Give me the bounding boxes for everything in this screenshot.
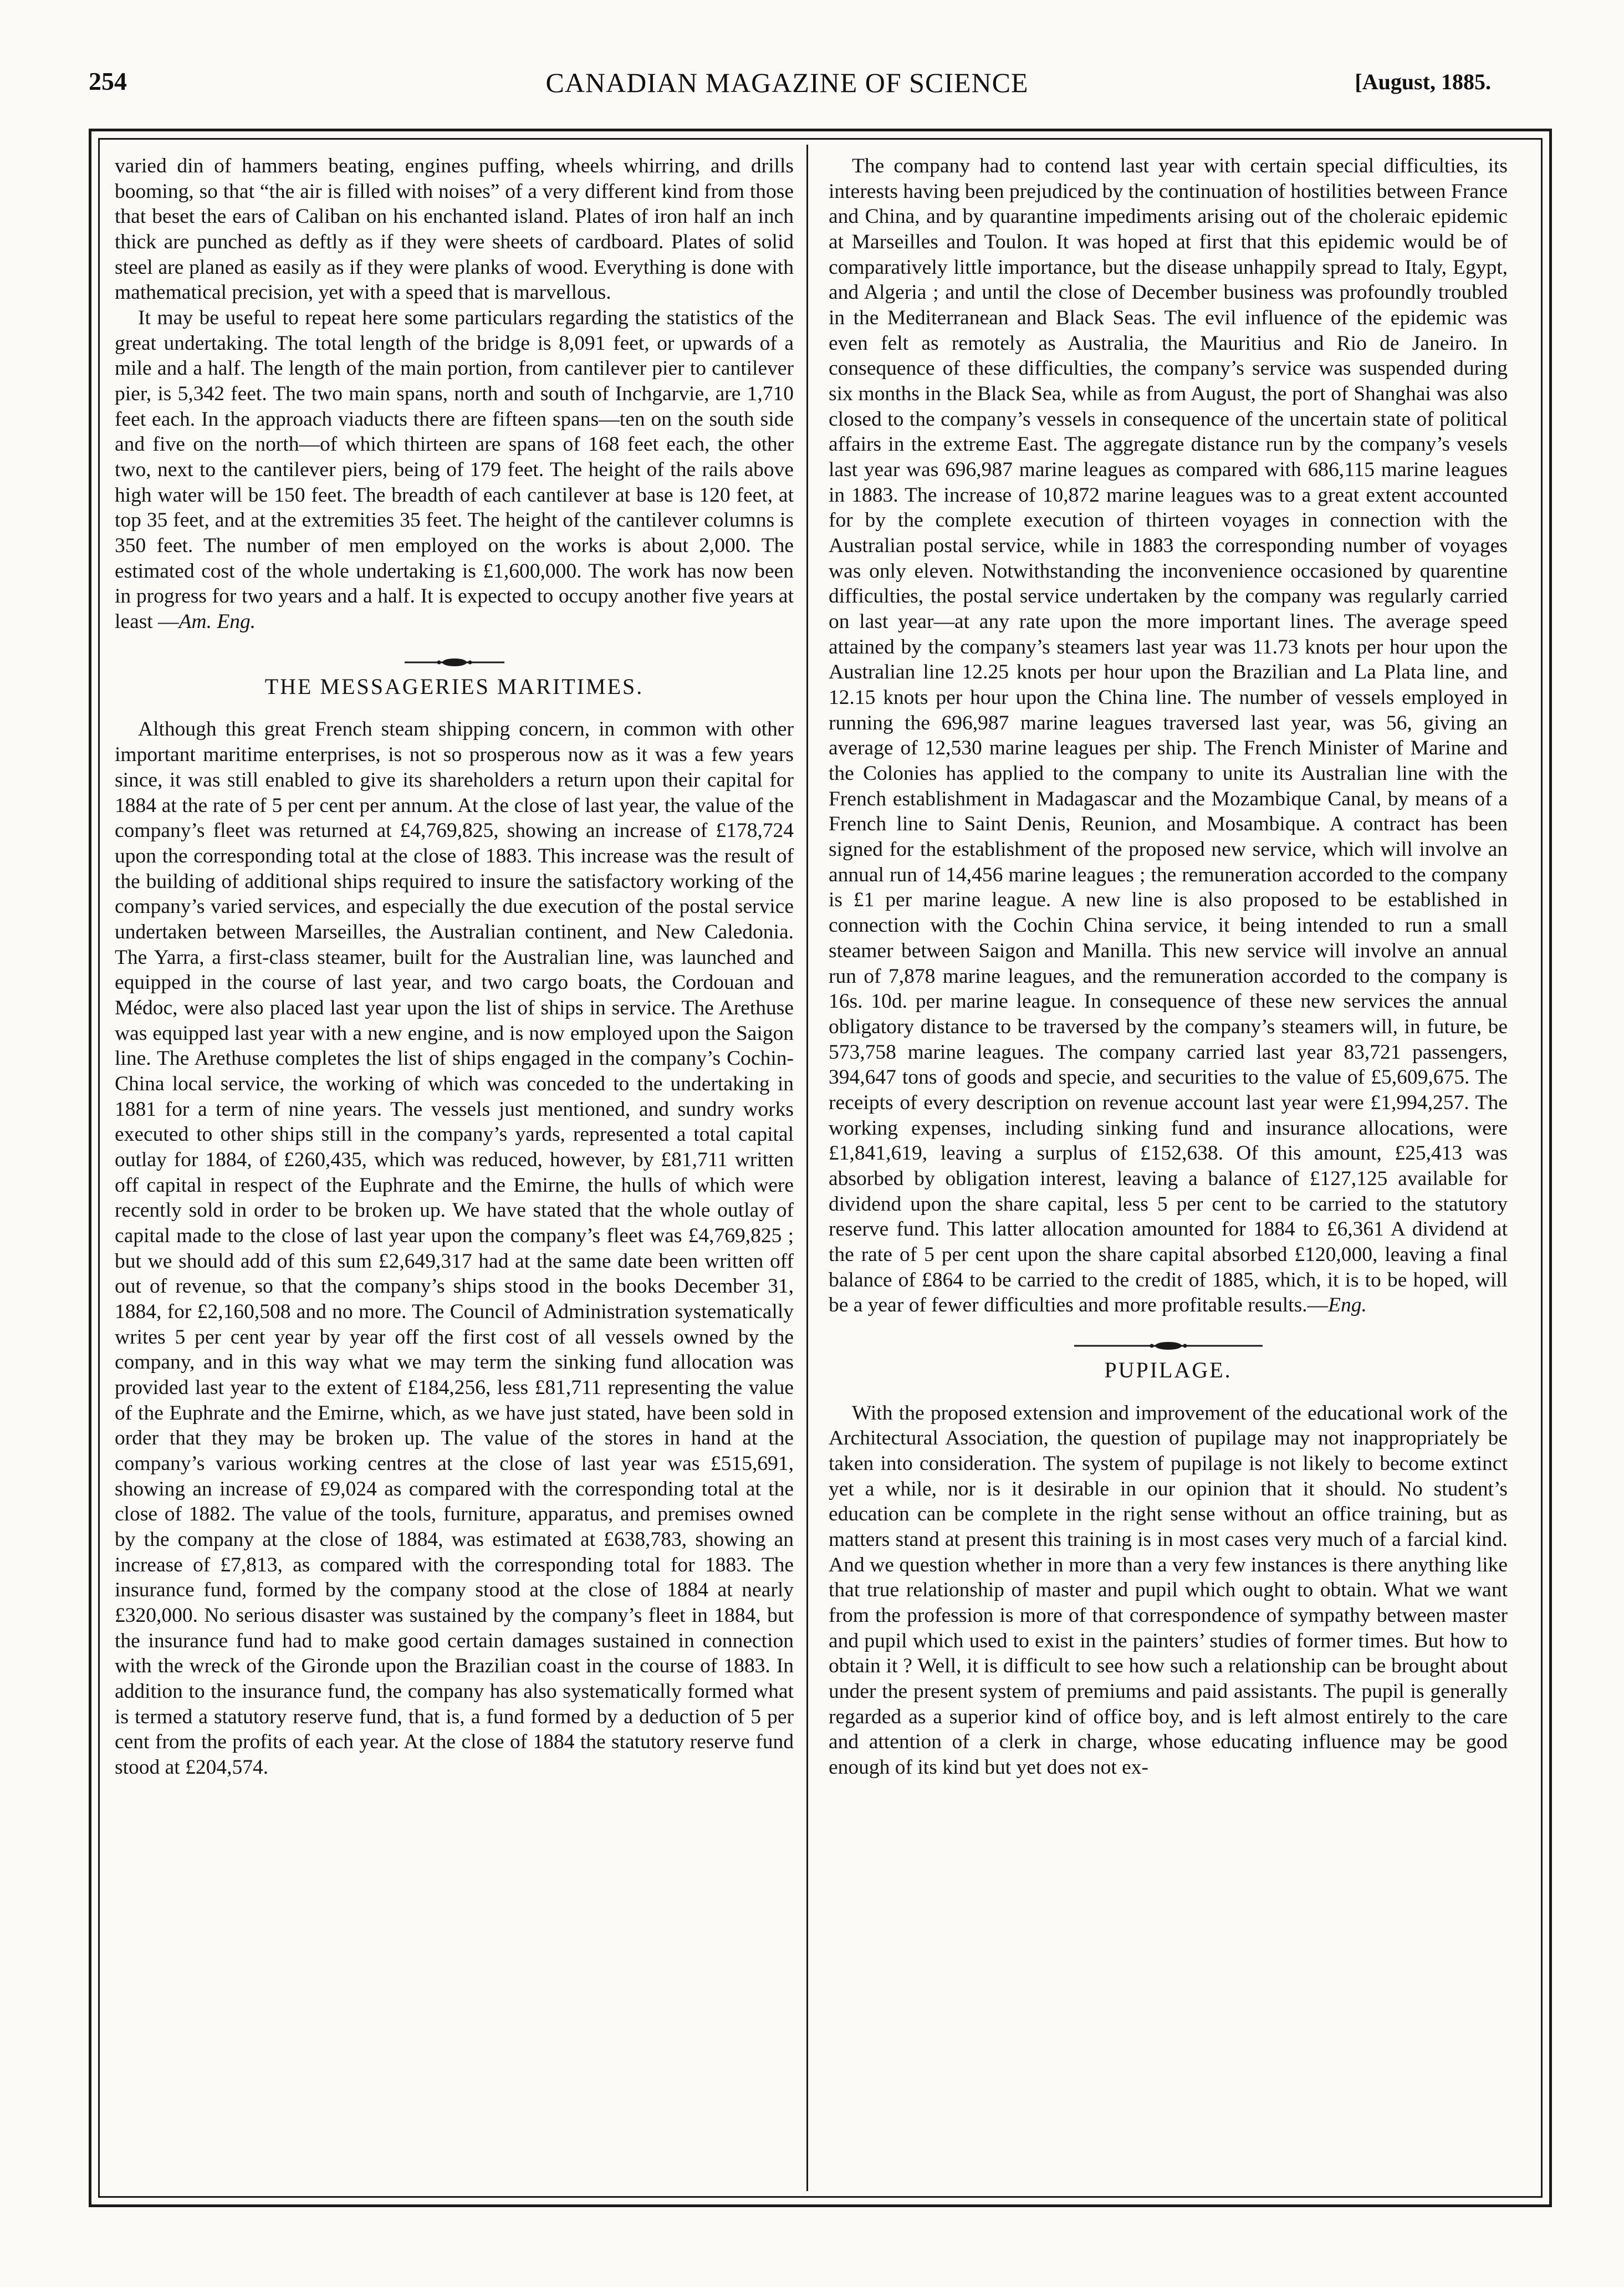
text-frame [89,129,1552,2207]
issue-date: [August, 1885. [1355,69,1491,94]
section-divider-ornament [115,649,794,663]
magazine-title: CANADIAN MAGAZINE OF SCIENCE [545,67,1029,98]
divider-ornament-icon [1074,1340,1263,1351]
pupilage-paragraph: With the proposed extension and improvement of the educational work of the Architectural Association, the question of pupilage may not inappropriately be taken into consideration. The system of pupilage is not likely to become extinct yet a while, nor is it desirable in our opinion that it should. No student’s education can be complete in the right sense without an office training, but as matters stand at present this training is in most cases very much of a farcial kind. And we question whether in more than a very few instances is there anything like that true relationship of master and pupil which ought to obtain. What we want from the profession is more of that correspondence of sympathy between master and pupil which used to exist in the painters’ studies of former times. But how to obtain it ? Well, it is difficult to see how such a relationship can be brought about under the present system of premiums and paid assistants. The pupil is generally regarded as a superior kind of office boy, and is left almost entirely to the care and attention of a clerk in charge, whose educating influence may be good enough of its kind but yet does not ex- [829,1401,1508,1779]
messageries-continuation-paragraph [829,154,1508,1318]
source-citation: Am. Eng. [178,610,256,634]
section-title-pupilage: PUPILAGE. [1104,1357,1232,1382]
column-rule [806,145,808,2191]
running-head [83,67,1491,111]
source-citation: Eng. [1328,1294,1367,1317]
forth-bridge-statistics-paragraph [115,305,794,635]
section-divider-ornament [829,1333,1508,1347]
left-column [115,154,794,2182]
forth-bridge-continuation-paragraph: varied din of hammers beating, engines puffing, wheels whirring, and drills booming, so that “the air is filled with noises” of a very different kind from those that beset the ears of Caliban on his enchanted island. Plates of iron half an inch thick are punched as deftly as if they were sheets of cardboard. Plates of solid steel are planed as easily as if they were planks of wood. Everything is done with mathematical precision, yet with a speed that is marvellous. [115,155,794,304]
difficulties-text: The company had to contend last year with certain special difficulties, its interests having been prejudiced by the continuation of hostilities between France and China, and by quarantine impediments arising out of the choleraic epidemic at Marseilles and Toulon. It was hoped at first that this epidemic would be of comparatively little importance, but the disease unhappily spread to Italy, Egypt, and Algeria ; and until the close of December business was profoundly troubled in the Mediterranean and Black Seas. The evil influence of the epidemic was even felt as remotely as Australia, the Mauritius and Rio de Janeiro. In consequence of these difficulties, the company’s service was suspended during six months in the Black Sea, while as from August, the port of Shanghai was also closed to the company’s vessels in consequence of the uncertain state of political affairs in the extreme East. The aggregate distance run by the company’s vesels last year was 696,987 marine leagues as compared with 686,115 marine leagues in 1883. The increase of 10,872 marine leagues was to a great extent accounted for by the complete execution of thirteen voyages in connection with the Australian postal service, while in 1883 the corresponding number of voyages was only eleven. Notwithstanding the inconvenience occasioned by quarentine difficulties, the postal service undertaken by the company was regularly carried on last year—at any rate upon the more important lines. The average speed attained by the company’s steamers last year was 11.73 knots per hour upon the Australian line 12.25 knots per hour upon the Brazilian and La Plata line, and 12.15 knots per hour upon the China line. The number of vessels employed in running the 696,987 marine leagues traversed last year, was 56, giving an average of 12,530 marine leagues per ship. The French Minister of Marine and the Colonies has applied to the company to unite its Australian line with the French establishment in Madagascar and the Mozambique Canal, by means of a French line to Saint Denis, Reunion, and Mosambique. A contract has been signed for the establishment of the proposed new service, which will involve an annual run of 14,456 marine leagues ; the remuneration accorded to the company is £1 per marine league. A new line is also proposed to be established in connection with the Cochin China service, it being intended to run a small steamer between Saigon and Manilla. This new service will involve an annual run of 7,878 marine leagues, and the remuneration accorded to the company is 16s. 10d. per marine league. In consequence of these new services the annual obligatory distance to be traversed by the company’s steamers will, in future, be 573,758 marine leagues. The company carried last year 83,721 passengers, 394,647 tons of goods and specie, and securities to the value of £5,609,675. The receipts of every description on revenue account last year were £1,994,257. The working expenses, including sinking fund and insurance allocations, were £1,841,619, leaving a surplus of £152,638. Of this amount, £25,413 was absorbed by obligation interest, leaving a balance of £127,125 available for dividend upon the share capital, less 5 per cent to be carried to the statutory reserve fund. This latter allocation amounted for 1884 to £6,361 A dividend at the rate of 5 per cent upon the share capital absorbed £120,000, leaving a final balance of £864 to be carried to the credit of 1885, which, it is to be hoped, will be a year of fewer difficulties and more profitable results.— [829,155,1508,1317]
right-column [829,154,1508,2182]
messageries-paragraph: Although this great French steam shipping concern, in common with other important maritime enterprises, is not so prosperous now as it was a few years since, it was still enabled to give its shareholders a return upon their capital for 1884 at the rate of 5 per cent per annum. At the close of last year, the value of the company’s fleet was returned at £4,769,825, showing an increase of £178,724 upon the corresponding total at the close of 1883. This increase was the result of the building of additional ships required to insure the satisfactory working of the company’s varied services, and especially the due execution of the postal service undertaken between Marseilles, the Australian continent, and New Caledonia. The Yarra, a first-class steamer, built for the Australian line, was launched and equipped in the course of last year, and two cargo boats, the Cordouan and Médoc, were also placed last year upon the list of ships in service. The Arethuse was equipped last year with a new engine, and is now employed upon the Saigon line. The Arethuse completes the list of ships engaged in the company’s Cochin-China local service, the working of which was conceded to the undertaking in 1881 for a term of nine years. The vessels just mentioned, and sundry works executed to other ships still in the company’s yards, represented a total capital outlay for 1884, of £260,435, which was reduced, however, by £81,711 written off capital in respect of the Euphrate and the Emirne, the hulls of which were recently sold in order to be broken up. We have stated that the whole outlay of capital made to the close of last year upon the company’s fleet was £4,769,825 ; but we should add of this sum £2,649,317 had at the same date been written off out of revenue, so that the company’s ships stood in the books December 31, 1884, for £2,160,508 and no more. The Council of Administration systematically writes 5 per cent year by year off the first cost of all vessels owned by the company, and in this way what we may term the sinking fund allocation was provided last year to the extent of £184,256, less £81,711 representing the value of the Euphrate and the Emirne, which, as we have just stated, have been sold in order that they may be broken up. The value of the stores in hand at the company’s various working centres at the close of last year was £515,691, showing an increase of £9,024 as compared with the corresponding total at the close of 1882. The value of the tools, furniture, apparatus, and premises owned by the company at the close of 1884, was estimated at £638,783, showing an increase of £7,813, as compared with the corresponding total for 1883. The insurance fund, formed by the company stood at the close of 1884 at nearly £320,000. No serious disaster was sustained by the company’s fleet in 1884, but the insurance fund had to make good certain damages sustained in connection with the wreck of the Gironde upon the Brazilian coast in the course of 1883. In addition to the insurance fund, the company has also systematically formed what is termed a statutory reserve fund, that is, a fund formed by a deduction of 5 per cent from the profits of each year. At the close of 1884 the statutory reserve fund stood at £204,574. [115,718,794,1779]
page-number: 254 [89,67,127,95]
section-title-messageries: THE MESSAGERIES MARITIMES. [264,673,644,699]
divider-ornament-icon [405,657,504,668]
statistics-text: It may be useful to repeat here some particulars regarding the statistics of the great undertaking. The total length of the bridge is 8,091 feet, or upwards of a mile and a half. The length of the main portion, from cantilever pier to cantilever pier, is 5,342 feet. The two main spans, north and south of Inchgarvie, are 1,710 feet each. In the approach viaducts there are fifteen spans—ten on the south side and five on the north—of which thirteen are spans of 168 feet each, the other two, next to the cantilever piers, being of 179 feet. The height of the rails above high water will be 150 feet. The breadth of each cantilever at base is 120 feet, at top 35 feet, and at the extremities 35 feet. The height of the cantilever columns is 350 feet. The number of men employed on the works is about 2,000. The estimated cost of the whole undertaking is £1,600,000. The work has now been in progress for two years and a half. It is expected to occupy another five years at least — [115,307,794,634]
